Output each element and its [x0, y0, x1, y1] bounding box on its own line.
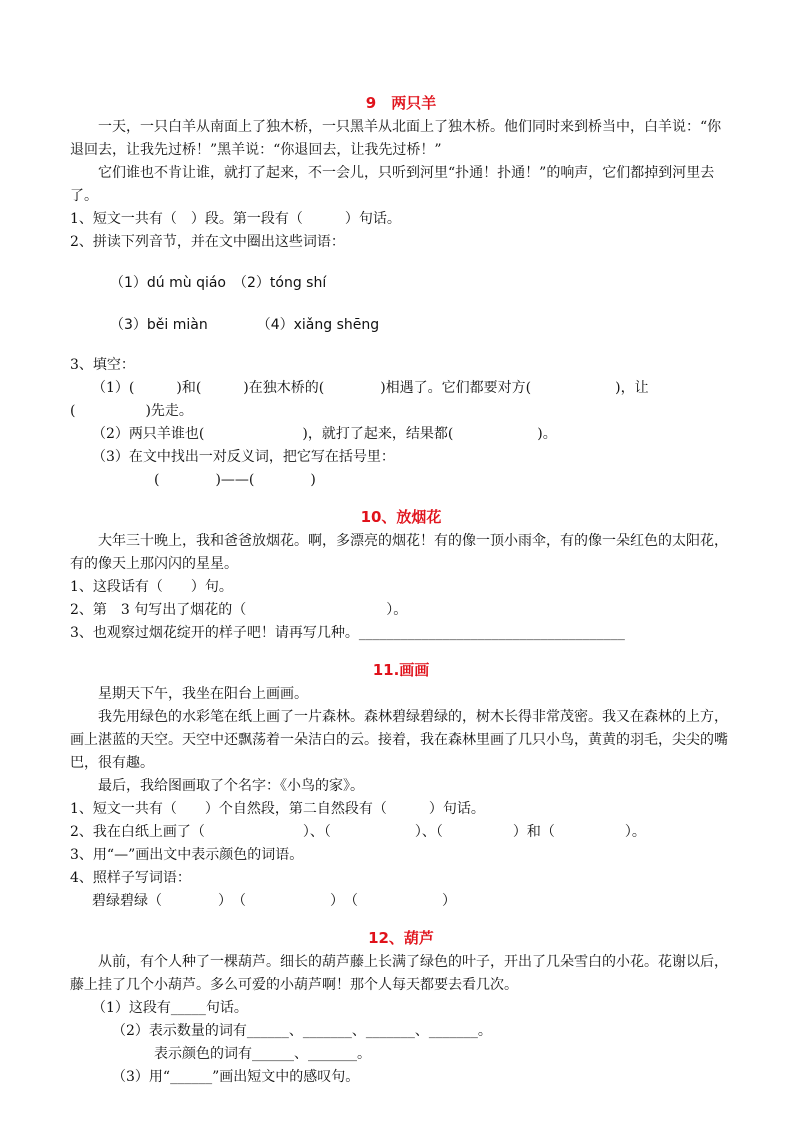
passage-paragraph: 大年三十晚上，我和爸爸放烟花。啊，多漂亮的烟花！有的像一顶小雨伞，有的像一朵红色的太阳花，有的像天上那闪闪的星星。 [70, 533, 728, 572]
question-1: （1）这段有_____句话。 [92, 1000, 248, 1016]
antonym-blanks: ( )——( ) [154, 472, 316, 488]
question-2: （2）表示数量的词有______、_______、_______、_______。 [112, 1023, 492, 1039]
question-1: 1、这段话有（ ）句。 [70, 579, 233, 595]
section-title: 12、葫芦 [368, 929, 434, 947]
question-2: 2、我在白纸上画了（ ）、（ ）、（ ）和（ ）。 [70, 824, 646, 840]
word-example: 碧绿碧绿（ ） （ ） （ ） [92, 893, 456, 909]
passage-paragraph: 它们谁也不肯让谁，就打了起来，不一会儿，只听到河里“扑通！扑通！”的响声，它们都掉到河里去了。 [70, 165, 715, 204]
question-2: 2、第 3 句写出了烟花的（ ）。 [70, 602, 408, 618]
question-4: 4、照样子写词语： [70, 870, 191, 886]
section-fireworks [70, 506, 732, 645]
passage-paragraph: 我先用绿色的水彩笔在纸上画了一片森林。森林碧绿碧绿的，树木长得非常茂密。我又在森林的上方，画上湛蓝的天空。天空中还飘荡着一朵洁白的云。接着，我在森林里画了几只小鸟，黄黄的羽毛，尖尖的嘴巴，很有趣。 [70, 709, 728, 771]
fill-blank-1a: （1）( )和( )在独木桥的( )相遇了。它们都要对方( )，让 [92, 380, 649, 396]
pinyin-row-1: （1）dú mù qiáo （2）tóng shí [110, 275, 327, 291]
question-3: 3、填空： [70, 357, 135, 373]
passage-paragraph: 从前，有个人种了一棵葫芦。细长的葫芦藤上长满了绿色的叶子，开出了几朵雪白的小花。花谢以后，藤上挂了几个小葫芦。多么可爱的小葫芦啊！那个人每天都要去看几次。 [70, 954, 728, 993]
section-title: 9 两只羊 [365, 94, 437, 112]
passage-paragraph: 星期天下午，我坐在阳台上画画。 [98, 686, 308, 702]
fill-blank-2: （2）两只羊谁也( )，就打了起来，结果都( )。 [92, 426, 557, 442]
question-1: 1、短文一共有（ ）个自然段，第二自然段有（ ）句话。 [70, 801, 485, 817]
section-title: 10、放烟花 [360, 508, 442, 526]
question-3: （3）用“______”画出短文中的感叹句。 [112, 1069, 360, 1085]
pinyin-row-2: （3）běi miàn （4）xiǎng shēng [110, 317, 380, 333]
section-drawing [70, 659, 732, 913]
passage-paragraph: 最后，我给图画取了个名字：《小鸟的家》。 [98, 778, 364, 794]
question-1: 1、短文一共有（ ）段。第一段有（ ）句话。 [70, 211, 401, 227]
question-2b: 表示颜色的词有______、_______。 [154, 1046, 371, 1062]
section-two-sheep [70, 92, 732, 492]
question-2: 2、拼读下列音节，并在文中圈出这些词语： [70, 234, 345, 250]
section-title: 11.画画 [372, 661, 430, 679]
question-3: 3、用“—”画出文中表示颜色的词语。 [70, 847, 304, 863]
passage-paragraph: 一天，一只白羊从南面上了独木桥，一只黑羊从北面上了独木桥。他们同时来到桥当中，白羊说：“你退回去，让我先过桥！”黑羊说：“你退回去，让我先过桥！” [70, 119, 722, 158]
question-3: 3、也观察过烟花绽开的样子吧！请再写几种。______________________________________ [70, 625, 625, 641]
fill-blank-3: （3）在文中找出一对反义词，把它写在括号里： [92, 449, 395, 465]
fill-blank-1b: ( )先走。 [70, 403, 193, 419]
section-gourd [70, 927, 732, 1089]
worksheet-page [70, 92, 732, 1103]
